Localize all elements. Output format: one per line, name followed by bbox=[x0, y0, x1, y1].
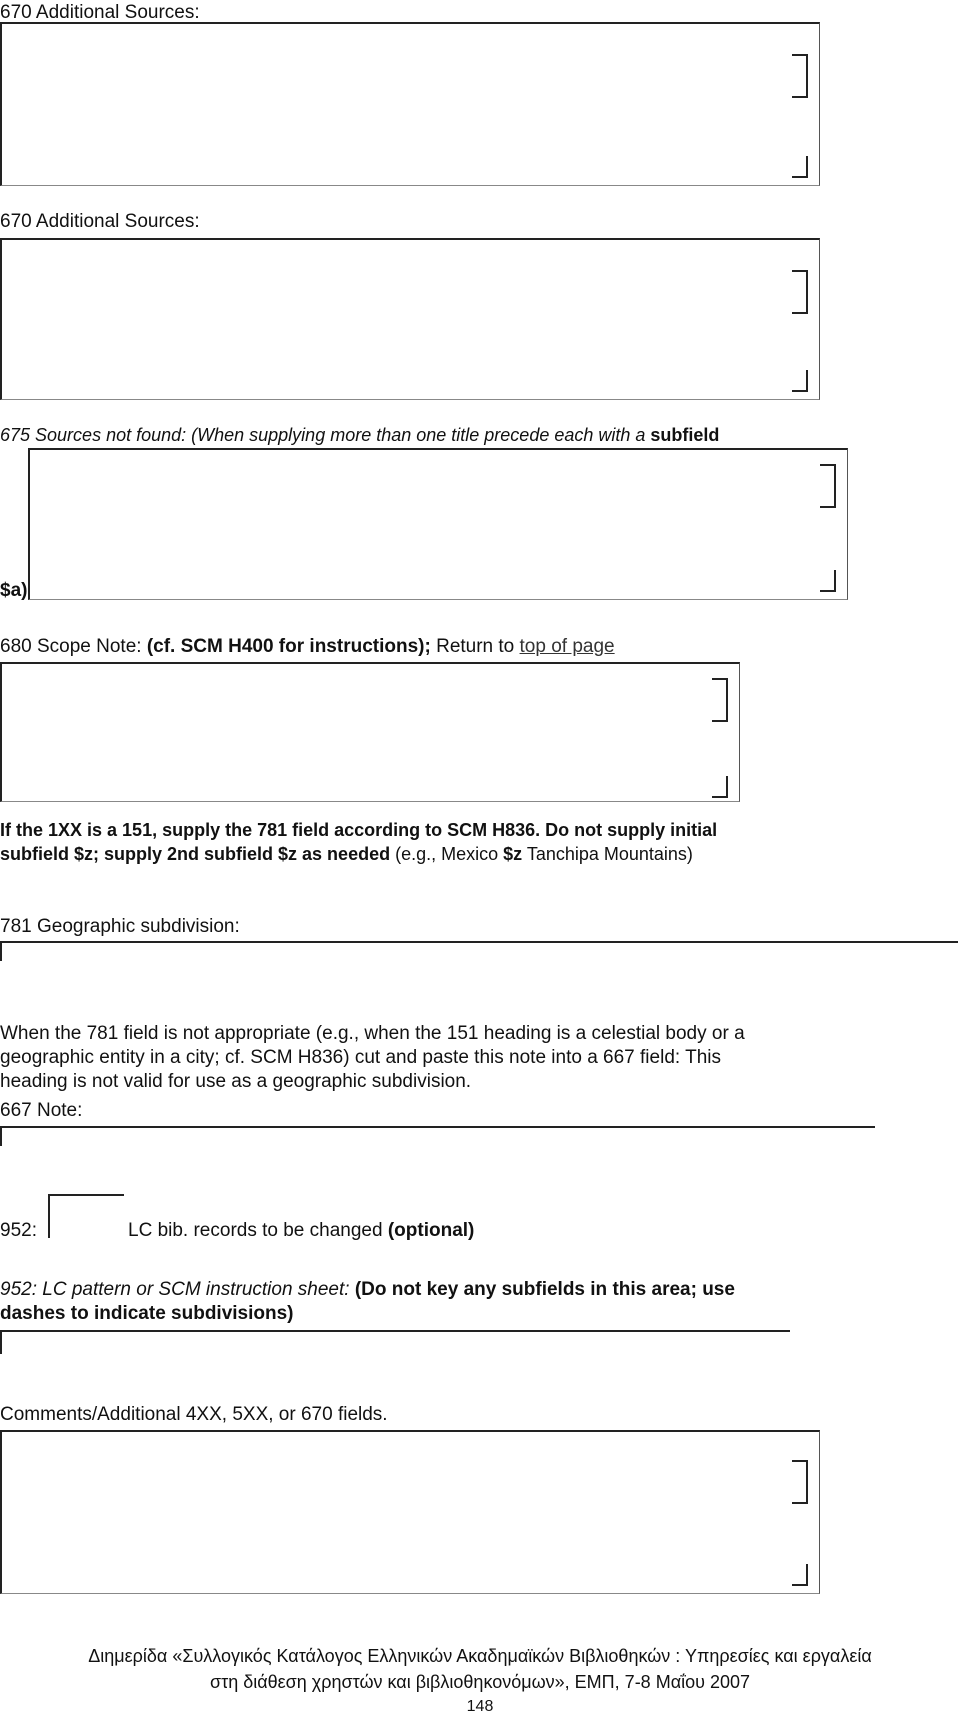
pattern-instruction bbox=[0, 1278, 735, 1326]
resize-corner-icon[interactable] bbox=[712, 776, 728, 798]
geographic-instruction bbox=[0, 818, 717, 866]
pattern-instruction-prefix: 952: LC pattern or SCM instruction sheet: bbox=[0, 1279, 355, 1300]
geographic-instruction-line-1: If the 1XX is a 151, supply the 781 field according to SCM H836. Do not supply initial bbox=[0, 820, 718, 840]
pattern-field[interactable] bbox=[0, 1330, 790, 1354]
scroll-up-icon[interactable] bbox=[820, 464, 836, 486]
sources-not-found-label bbox=[0, 424, 719, 446]
scroll-up-icon[interactable] bbox=[792, 1460, 808, 1482]
resize-corner-icon[interactable] bbox=[820, 570, 836, 592]
additional-sources-label-1: 670 Additional Sources: bbox=[0, 2, 200, 23]
note-667-label: 667 Note: bbox=[0, 1100, 83, 1121]
optional-tag: (optional) bbox=[387, 1220, 475, 1241]
geographic-instruction-example: (e.g., Mexico bbox=[390, 844, 504, 864]
geographic-subdivision-label: 781 Geographic subdivision: bbox=[0, 916, 240, 937]
bib-records-description: LC bib. records to be changed bbox=[128, 1220, 388, 1241]
subfield-z-code: $z bbox=[503, 844, 523, 864]
footer-conference bbox=[0, 1643, 960, 1695]
comments-textarea[interactable] bbox=[0, 1430, 820, 1594]
return-text: Return to bbox=[430, 636, 520, 657]
note-667-field[interactable] bbox=[0, 1126, 875, 1146]
scope-note-prefix: 680 Scope Note: bbox=[0, 636, 147, 657]
scroll-down-icon[interactable] bbox=[792, 76, 808, 98]
resize-corner-icon[interactable] bbox=[792, 156, 808, 178]
page-number: 148 bbox=[466, 1698, 494, 1715]
pattern-instruction-warning: (Do not key any subfields in this area; use bbox=[354, 1279, 735, 1300]
pattern-instruction-line-1 bbox=[0, 1278, 735, 1302]
subfield-emphasis: subfield bbox=[650, 425, 720, 445]
resize-corner-icon[interactable] bbox=[792, 370, 808, 392]
bib-records-input[interactable] bbox=[48, 1194, 124, 1238]
note-667-instruction-line-3: heading is not valid for use as a geographic subdivision. bbox=[0, 1071, 472, 1092]
note-667-instruction bbox=[0, 1022, 745, 1094]
scroll-down-icon[interactable] bbox=[792, 292, 808, 314]
scroll-up-icon[interactable] bbox=[712, 678, 728, 700]
scroll-up-icon[interactable] bbox=[792, 54, 808, 76]
note-667-instruction-line-1: When the 781 field is not appropriate (e.g., when the 151 heading is a celestial body or a bbox=[0, 1023, 745, 1044]
footer-line-2: στη διάθεση χρηστών και βιβλιοθηκονόμων», ΕΜΠ, 7-8 Μαΐου 2007 bbox=[209, 1672, 750, 1692]
additional-sources-textarea-2[interactable] bbox=[0, 238, 820, 400]
geographic-instruction-example-end: Tanchipa Mountains) bbox=[522, 844, 693, 864]
bib-records-text bbox=[128, 1220, 474, 1242]
sources-not-found-textarea[interactable] bbox=[28, 448, 848, 600]
geographic-instruction-line-2-a: subfield $z; supply 2nd subfield $z as needed bbox=[0, 844, 391, 864]
note-667-instruction-line-2: geographic entity in a city; cf. SCM H836) cut and paste this note into a 667 field: This bbox=[0, 1047, 721, 1068]
geographic-subdivision-field[interactable] bbox=[0, 941, 958, 961]
additional-sources-textarea-1[interactable] bbox=[0, 22, 820, 186]
additional-sources-label-2: 670 Additional Sources: bbox=[0, 211, 200, 232]
pattern-instruction-line-2: dashes to indicate subdivisions) bbox=[0, 1303, 294, 1324]
comments-label: Comments/Additional 4XX, 5XX, or 670 fields. bbox=[0, 1404, 388, 1425]
field-952-label: 952: bbox=[0, 1220, 37, 1241]
geographic-instruction-line-2 bbox=[0, 842, 717, 866]
scroll-down-icon[interactable] bbox=[712, 700, 728, 722]
subfield-a-label: $a) bbox=[0, 580, 28, 601]
scroll-up-icon[interactable] bbox=[792, 270, 808, 292]
scope-note-textarea[interactable] bbox=[0, 662, 740, 802]
resize-corner-icon[interactable] bbox=[792, 1564, 808, 1586]
scope-note-label bbox=[0, 636, 615, 658]
scope-note-reference: (cf. SCM H400 for instructions); bbox=[146, 636, 431, 657]
sources-not-found-instruction: 675 Sources not found: (When supplying more than one title precede each with a bbox=[0, 425, 651, 445]
scroll-down-icon[interactable] bbox=[820, 486, 836, 508]
scroll-down-icon[interactable] bbox=[792, 1482, 808, 1504]
top-of-page-link[interactable]: top of page bbox=[519, 636, 615, 657]
footer-line-1: Διημερίδα «Συλλογικός Κατάλογος Ελληνικών Ακαδημαϊκών Βιβλιοθηκών : Υπηρεσίες και εργαλεία bbox=[88, 1646, 872, 1666]
